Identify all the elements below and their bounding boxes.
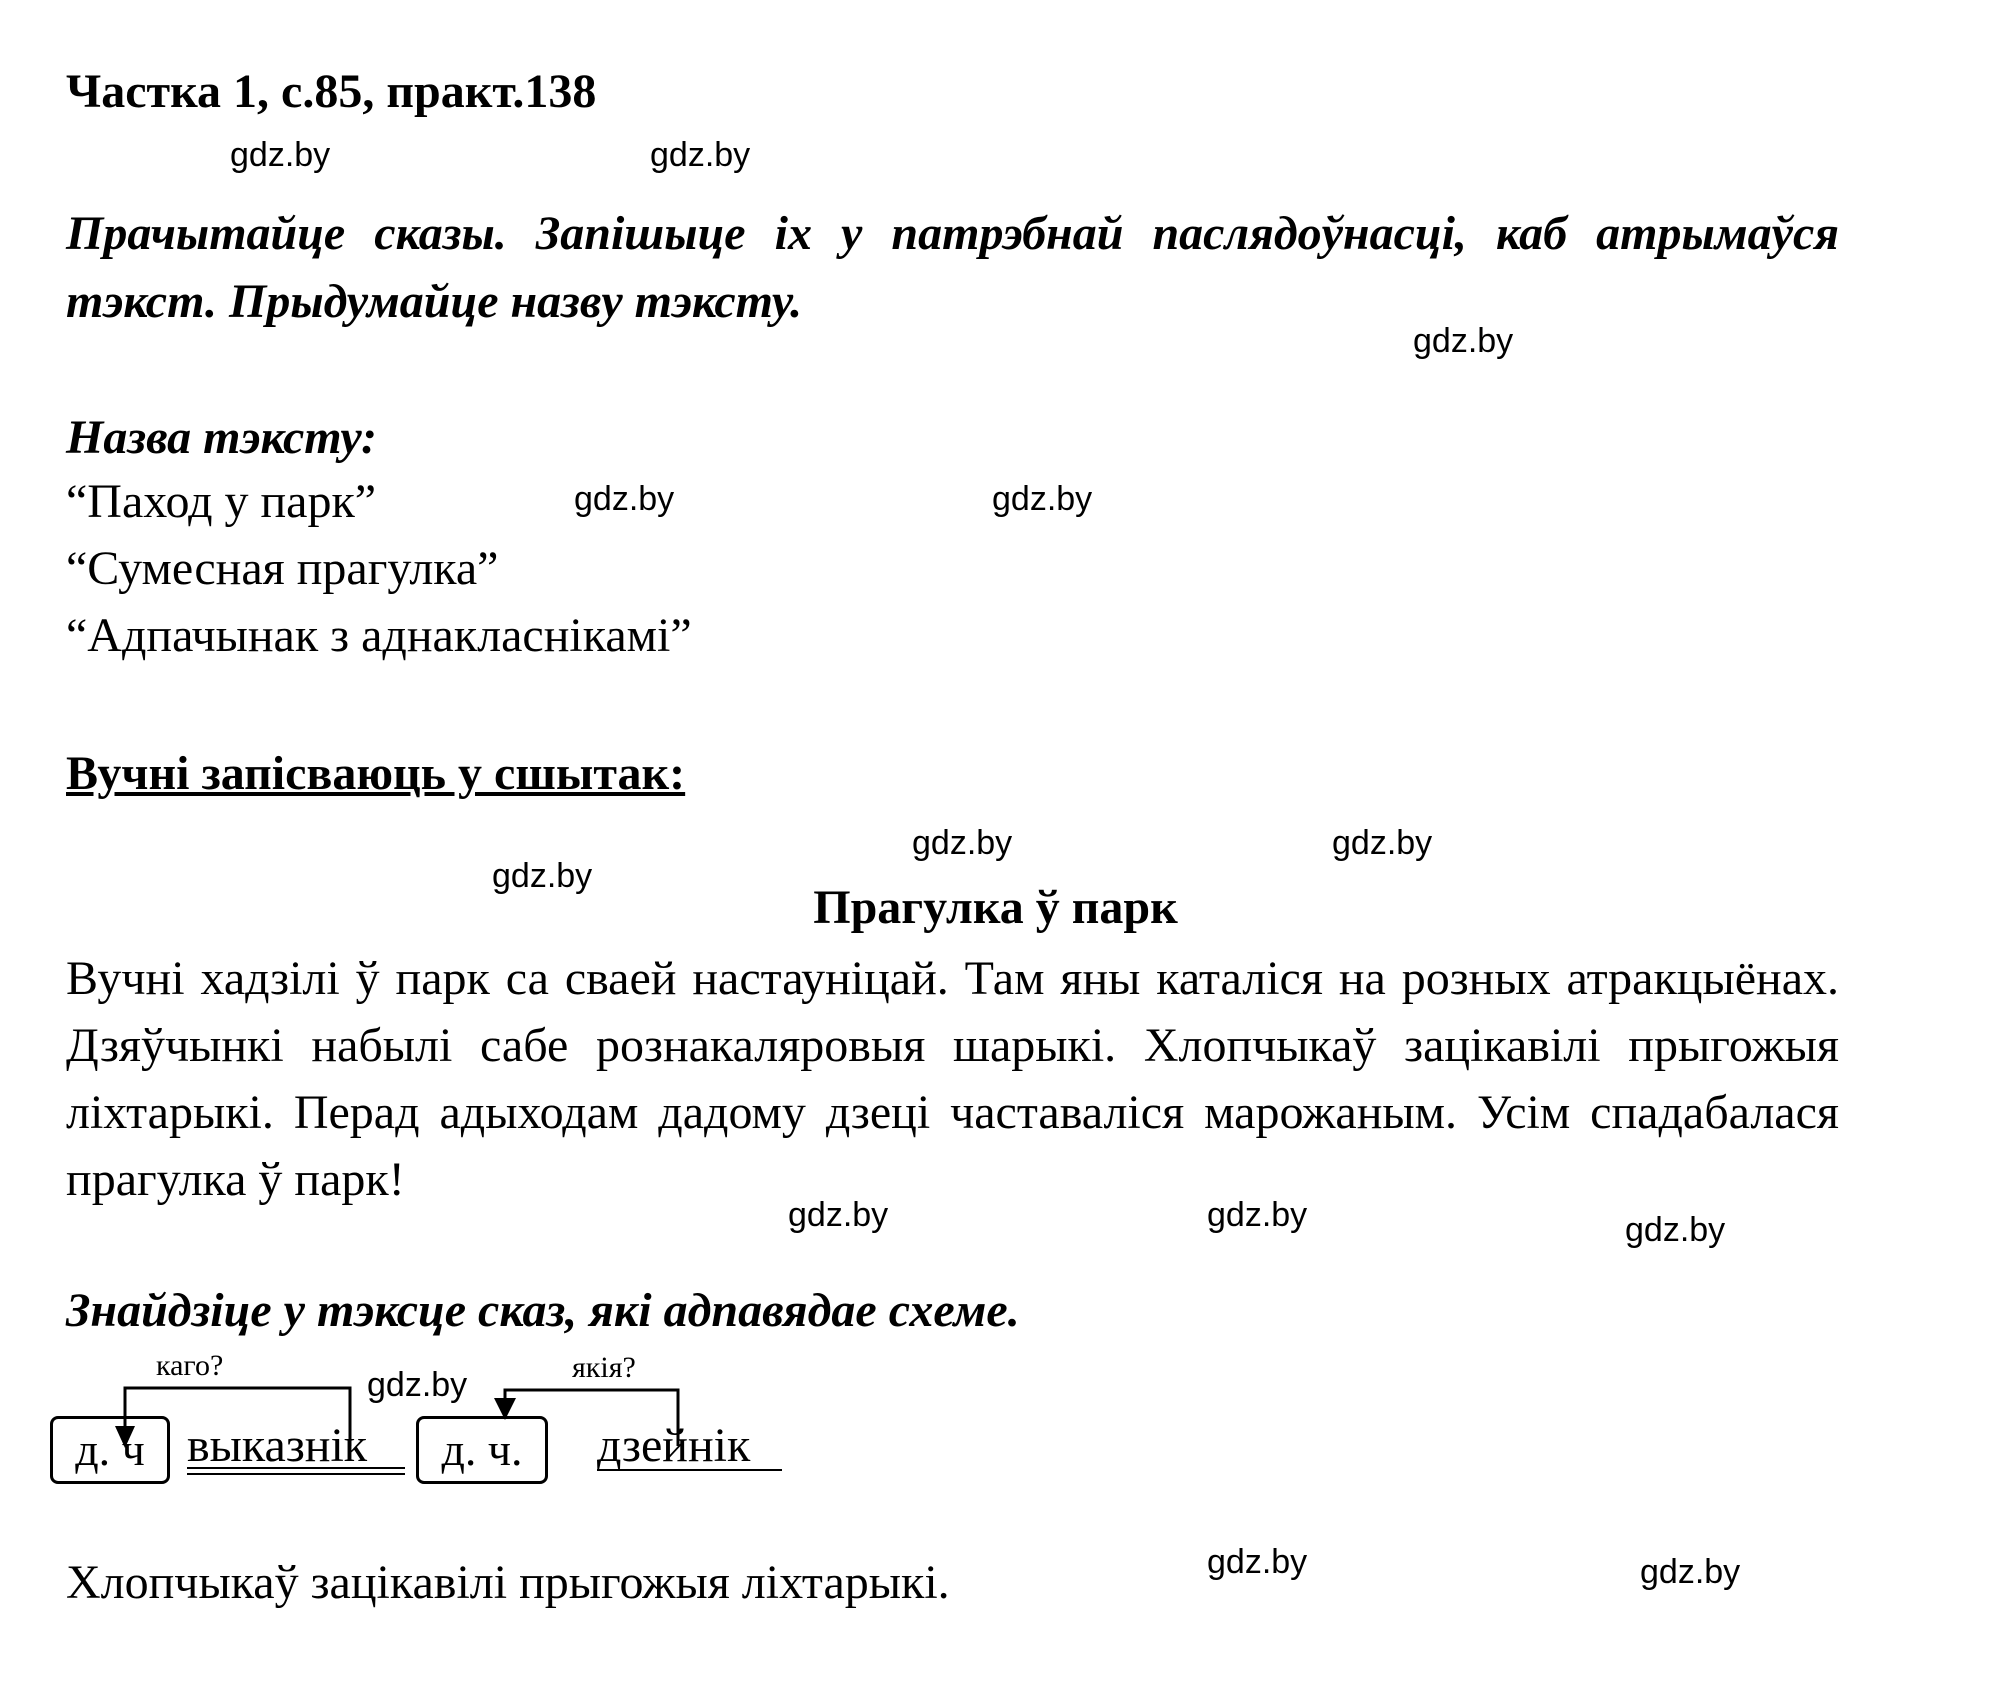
scheme-predicate: выказнік xyxy=(187,1419,368,1472)
watermark: gdz.by xyxy=(1332,824,1433,862)
watermark: gdz.by xyxy=(1207,1543,1308,1581)
scheme-box-object: д. ч xyxy=(50,1416,170,1484)
text-title: Прагулка ў парк xyxy=(813,881,1178,934)
watermark: gdz.by xyxy=(788,1196,889,1234)
answer-sentence: Хлопчыкаў зацікавілі прыгожыя ліхтарыкі. xyxy=(66,1556,950,1609)
task-instruction: Прачытайце сказы. Запішыце іх у патрэбнай паслядоўнасці, каб атрымаўся тэкст. Прыдумайце назву тэксту. xyxy=(66,207,1839,328)
watermark: gdz.by xyxy=(912,824,1013,862)
scheme-question: якія? xyxy=(572,1351,636,1384)
title-option: “Сумесная прагулка” xyxy=(66,542,499,595)
scheme-question: каго? xyxy=(156,1349,224,1382)
scheme-box-attribute: д. ч. xyxy=(416,1416,548,1484)
scheme-subject: дзейнік xyxy=(597,1419,751,1472)
title-option: “Паход у парк” xyxy=(66,475,377,528)
text-body: Вучні хадзілі ў парк са сваей настауніцай. Там яны каталіся на розных атракцыёнах. Дзяўчынкі набылі сабе рознакаляровыя шарыкі. Хлопчыкаў зацікавілі прыгожыя ліхтарыкі. Перад адыходам дадому дзеці частаваліся марожаным. Усім спадабалася прагулка ў парк! xyxy=(66,952,1839,1206)
watermark: gdz.by xyxy=(1625,1211,1726,1249)
watermark: gdz.by xyxy=(1207,1196,1308,1234)
task2-instruction: Знайдзіце у тэксце сказ, які адпавядае схеме. xyxy=(66,1284,1020,1337)
watermark: gdz.by xyxy=(574,480,675,518)
watermark: gdz.by xyxy=(1413,322,1514,360)
watermark: gdz.by xyxy=(1640,1553,1741,1591)
watermark: gdz.by xyxy=(492,857,593,895)
watermark: gdz.by xyxy=(650,136,751,174)
titles-heading: Назва тэксту: xyxy=(66,411,378,464)
watermark: gdz.by xyxy=(367,1366,468,1404)
watermark: gdz.by xyxy=(992,480,1093,518)
title-option: “Адпачынак з аднакласнікамі” xyxy=(66,609,692,662)
watermark: gdz.by xyxy=(230,136,331,174)
page-title: Частка 1, с.85, практ.138 xyxy=(66,65,597,118)
notebook-heading: Вучні запісваюць у сшытак: xyxy=(66,747,686,800)
